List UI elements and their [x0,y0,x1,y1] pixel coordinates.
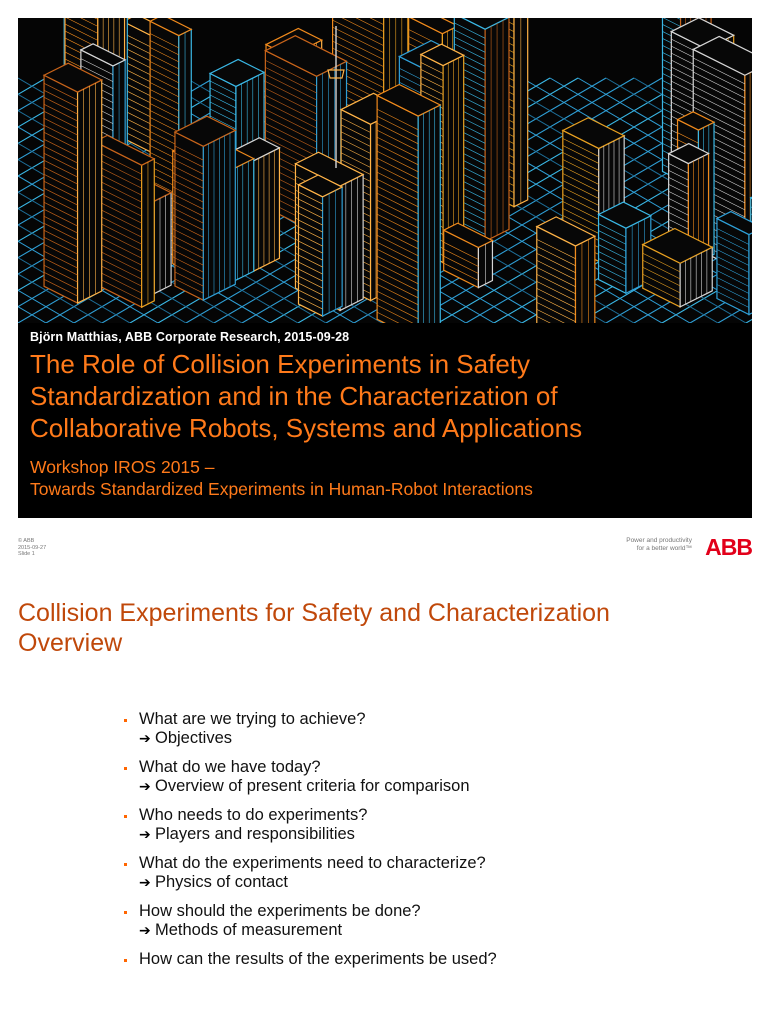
list-item [124,758,497,796]
bullet-square-icon [124,863,127,866]
banner-text-block [30,330,740,500]
presentation-title [30,348,740,444]
abb-tagline [626,537,692,553]
abb-logo: ABB [705,534,752,560]
title-line: Collaborative Robots, Systems and Applications [30,413,583,443]
bullet-square-icon [124,911,127,914]
slide-title-line: Overview [18,629,123,657]
arrow-right-icon: ➔ [139,826,151,842]
workshop-subtitle: Towards Standardized Experiments in Human-Robot Interactions [30,479,533,499]
title-line: Standardization and in the Characterization of [30,381,558,411]
bullet-question: What are we trying to achieve? [139,710,366,728]
slide-title [18,598,610,658]
list-item [124,710,497,748]
list-item [124,950,497,969]
bullet-answer [139,729,497,748]
title-line: The Role of Collision Experiments in Safety [30,349,531,379]
bullet-answer-text: Methods of measurement [155,921,343,939]
slide-number: Slide 1 [18,551,35,557]
bullet-question: How should the experiments be done? [139,902,421,920]
bullet-answer [139,777,497,796]
slide-title-line: Collision Experiments for Safety and Characterization [18,599,610,627]
overview-slide [0,580,768,1024]
bullet-answer [139,921,497,940]
arrow-right-icon: ➔ [139,874,151,890]
bullet-answer-text: Overview of present criteria for comparison [155,777,470,795]
workshop-name: Workshop IROS 2015 – [30,457,215,477]
bullet-answer [139,825,497,844]
arrow-right-icon: ➔ [139,778,151,794]
slide-footer [18,532,752,562]
list-item [124,854,497,892]
list-item [124,902,497,940]
bullet-question: Who needs to do experiments? [139,806,368,824]
arrow-right-icon: ➔ [139,922,151,938]
bullet-square-icon [124,719,127,722]
bullet-answer-text: Objectives [155,729,233,747]
bullet-answer-text: Players and responsibilities [155,825,355,843]
bullet-question: What do we have today? [139,758,321,776]
slide-date: 2015-09-27 [18,544,47,551]
title-banner [18,18,752,518]
bullet-list [124,710,497,979]
bullet-square-icon [124,767,127,770]
bullet-square-icon [124,959,127,962]
bullet-answer-text: Physics of contact [155,873,288,891]
arrow-right-icon: ➔ [139,730,151,746]
list-item [124,806,497,844]
bullet-square-icon [124,815,127,818]
tagline-line: Power and productivity [626,537,692,544]
copyright-text: © ABB [18,538,35,544]
bullet-answer [139,873,497,892]
byline: Björn Matthias, ABB Corporate Research, 2015-09-28 [30,330,350,344]
bullet-question: What do the experiments need to characterize? [139,854,486,872]
city-illustration [18,18,752,323]
tagline-line: for a better world™ [636,545,692,552]
slide-meta [18,538,46,558]
bullet-question: How can the results of the experiments be used? [139,950,497,968]
